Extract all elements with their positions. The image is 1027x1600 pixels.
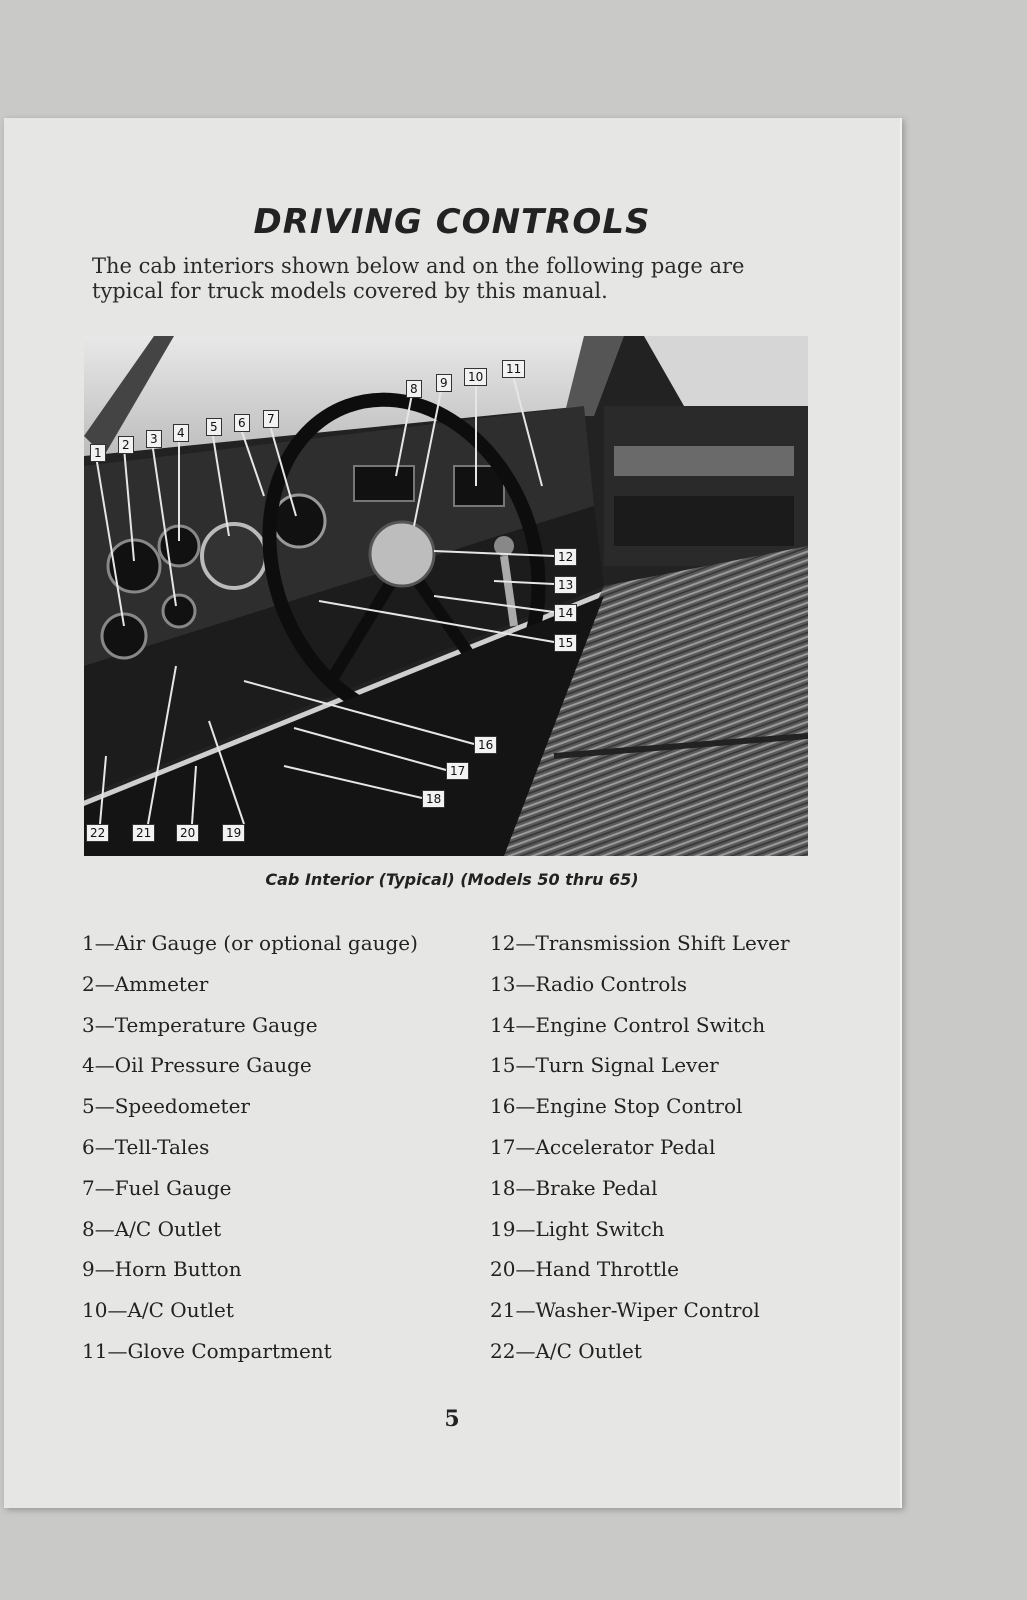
callout-9: 9 [436, 374, 452, 392]
photo-caption: Cab Interior (Typical) (Models 50 thru 65) [265, 870, 639, 889]
callout-20: 20 [176, 824, 199, 842]
callout-22: 22 [86, 824, 109, 842]
callout-8: 8 [406, 380, 422, 398]
legend-right-column [490, 928, 890, 1377]
page-number: 5 [444, 1406, 460, 1432]
legend-item: 13—Radio Controls [490, 971, 688, 996]
intro-paragraph: The cab interiors shown below and on the following page are typical for truck models covered by this manual. [92, 254, 745, 303]
legend-item: 4—Oil Pressure Gauge [82, 1053, 312, 1078]
legend-left-column [82, 928, 482, 1377]
callout-4: 4 [173, 424, 189, 442]
callout-13: 13 [554, 576, 577, 594]
legend-item: 10—A/C Outlet [82, 1298, 234, 1323]
legend-item: 21—Washer-Wiper Control [490, 1298, 760, 1323]
legend-item: 9—Horn Button [82, 1257, 242, 1282]
legend-item: 5—Speedometer [82, 1094, 250, 1119]
callout-3: 3 [146, 430, 162, 448]
callout-19: 19 [222, 824, 245, 842]
callout-16: 16 [474, 736, 497, 754]
callout-6: 6 [234, 414, 250, 432]
legend-item: 14—Engine Control Switch [490, 1012, 766, 1037]
callout-10: 10 [464, 368, 487, 386]
callout-7: 7 [263, 410, 279, 428]
cab-interior-photo [84, 336, 808, 856]
callout-15: 15 [554, 634, 577, 652]
callout-18: 18 [422, 790, 445, 808]
legend-item: 15—Turn Signal Lever [490, 1053, 719, 1078]
legend-item: 16—Engine Stop Control [490, 1094, 743, 1119]
legend-item: 2—Ammeter [82, 971, 209, 996]
callout-5: 5 [206, 418, 222, 436]
callout-17: 17 [446, 762, 469, 780]
callout-14: 14 [554, 604, 577, 622]
legend-item: 1—Air Gauge (or optional gauge) [82, 931, 418, 955]
callout-12: 12 [554, 548, 577, 566]
legend-item: 7—Fuel Gauge [82, 1175, 232, 1200]
legend-item: 12—Transmission Shift Lever [490, 931, 790, 955]
legend-item: 3—Temperature Gauge [82, 1012, 318, 1037]
legend-item: 20—Hand Throttle [490, 1257, 679, 1282]
callout-2: 2 [118, 436, 134, 454]
legend-item: 6—Tell-Tales [82, 1134, 210, 1159]
callout-21: 21 [132, 824, 155, 842]
legend-item: 22—A/C Outlet [490, 1338, 642, 1363]
legend-item: 17—Accelerator Pedal [490, 1134, 716, 1159]
legend-item: 19—Light Switch [490, 1216, 665, 1241]
manual-page [4, 118, 902, 1508]
callout-11: 11 [502, 360, 525, 378]
callout-1: 1 [90, 444, 106, 462]
legend-item: 18—Brake Pedal [490, 1175, 658, 1200]
page-title: DRIVING CONTROLS [253, 202, 651, 242]
legend-item: 8—A/C Outlet [82, 1216, 222, 1241]
legend-item: 11—Glove Compartment [82, 1338, 332, 1363]
